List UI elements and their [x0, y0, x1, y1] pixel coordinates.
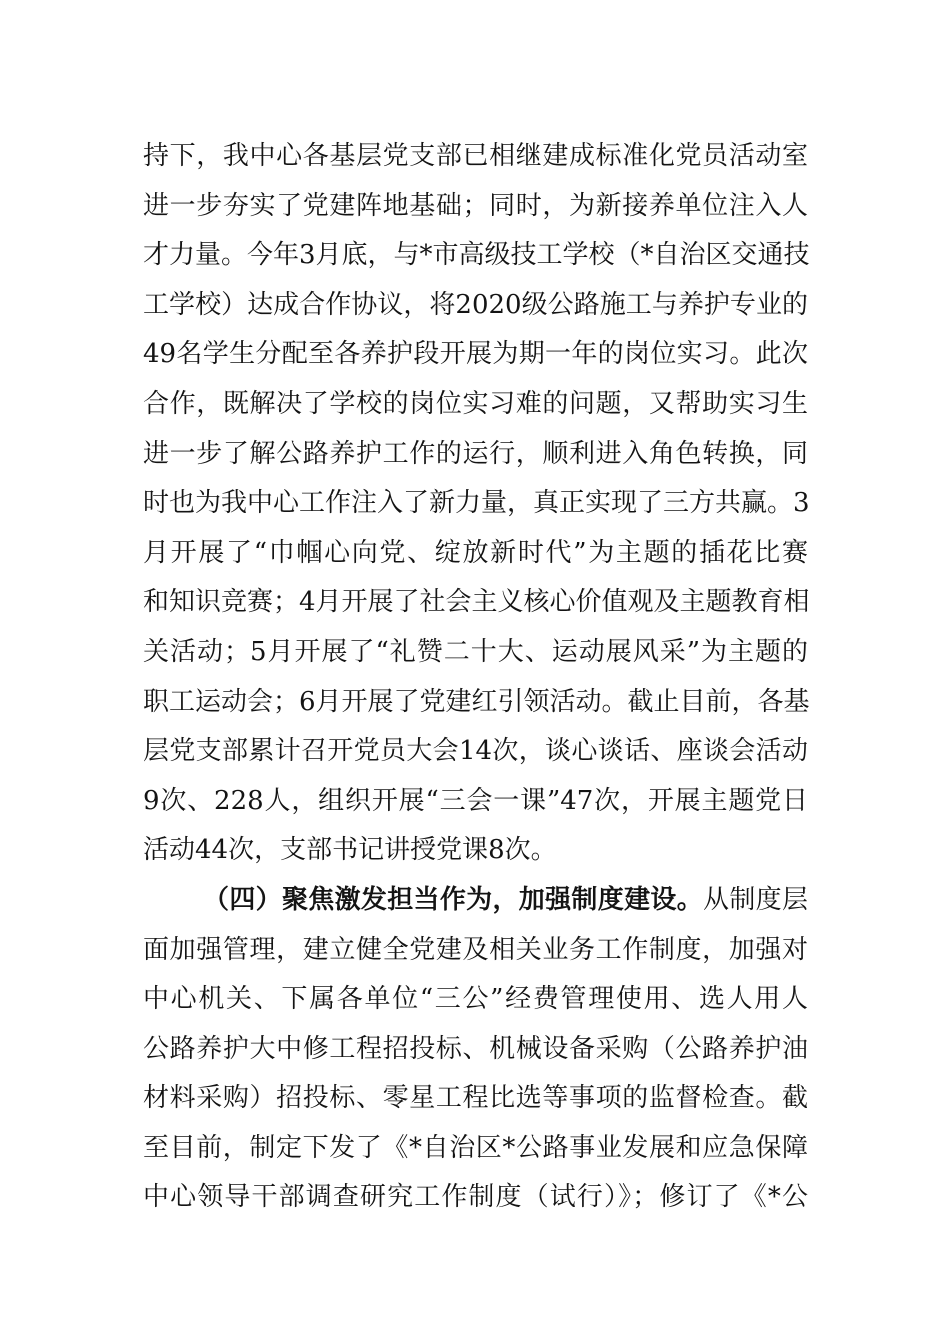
- paragraph-line: 层党支部累计召开党员大会14次，谈心谈话、座谈会活动: [143, 736, 808, 767]
- paragraph-line: 才力量。今年3月底，与*市高级技工学校（*自治区交通技: [143, 240, 810, 271]
- paragraph-line: 工学校）达成合作协议，将2020级公路施工与养护专业的: [143, 289, 808, 320]
- paragraph-line: 持下，我中心各基层党支部已相继建成标准化党员活动室: [143, 141, 808, 171]
- paragraph-line: 关活动；5月开展了“礼赞二十大、运动展风采”为主题的: [143, 636, 808, 667]
- paragraph-line: 合作，既解决了学校的岗位实习难的问题，又帮助实习生: [143, 388, 808, 419]
- section-line: 公路养护大中修工程招投标、机械设备采购（公路养护油: [143, 1033, 808, 1064]
- section-line: 面加强管理，建立健全党建及相关业务工作制度，加强对: [143, 934, 808, 965]
- section-line: 中心领导干部调查研究工作制度（试行）》；修订了《*公: [143, 1182, 808, 1213]
- paragraph-line: 职工运动会；6月开展了党建红引领活动。截止目前，各基: [143, 686, 810, 717]
- section-heading-continuation: 从制度层: [703, 884, 808, 915]
- paragraph-line: 时也为我中心工作注入了新力量，真正实现了三方共赢。3: [143, 488, 810, 519]
- paragraph-line: 49名学生分配至各养护段开展为期一年的岗位实习。此次: [143, 339, 808, 370]
- section-heading-line: [143, 876, 808, 926]
- section-heading: （四）聚焦激发担当作为，加强制度建设。: [203, 884, 704, 915]
- section-line: 至目前，制定下发了《*自治区*公路事业发展和应急保障: [143, 1132, 808, 1163]
- paragraph-line: 和知识竞赛；4月开展了社会主义核心价值观及主题教育相: [143, 587, 810, 618]
- paragraph-line-last: 活动44次，支部书记讲授党课8次。: [143, 835, 557, 866]
- paragraph-line: 月开展了“巾帼心向党、绽放新时代”为主题的插花比赛: [143, 537, 808, 568]
- paragraph-line: 进一步夯实了党建阵地基础；同时，为新接养单位注入人: [143, 190, 808, 221]
- section-line: 中心机关、下属各单位“三公”经费管理使用、选人用人: [143, 984, 808, 1015]
- body-text: [143, 132, 808, 1223]
- paragraph-line: 9次、228人，组织开展“三会一课”47次，开展主题党日: [143, 785, 808, 816]
- section-line: 材料采购）招投标、零星工程比选等事项的监督检查。截: [143, 1083, 808, 1114]
- paragraph-line: 进一步了解公路养护工作的运行，顺利进入角色转换，同: [143, 438, 808, 469]
